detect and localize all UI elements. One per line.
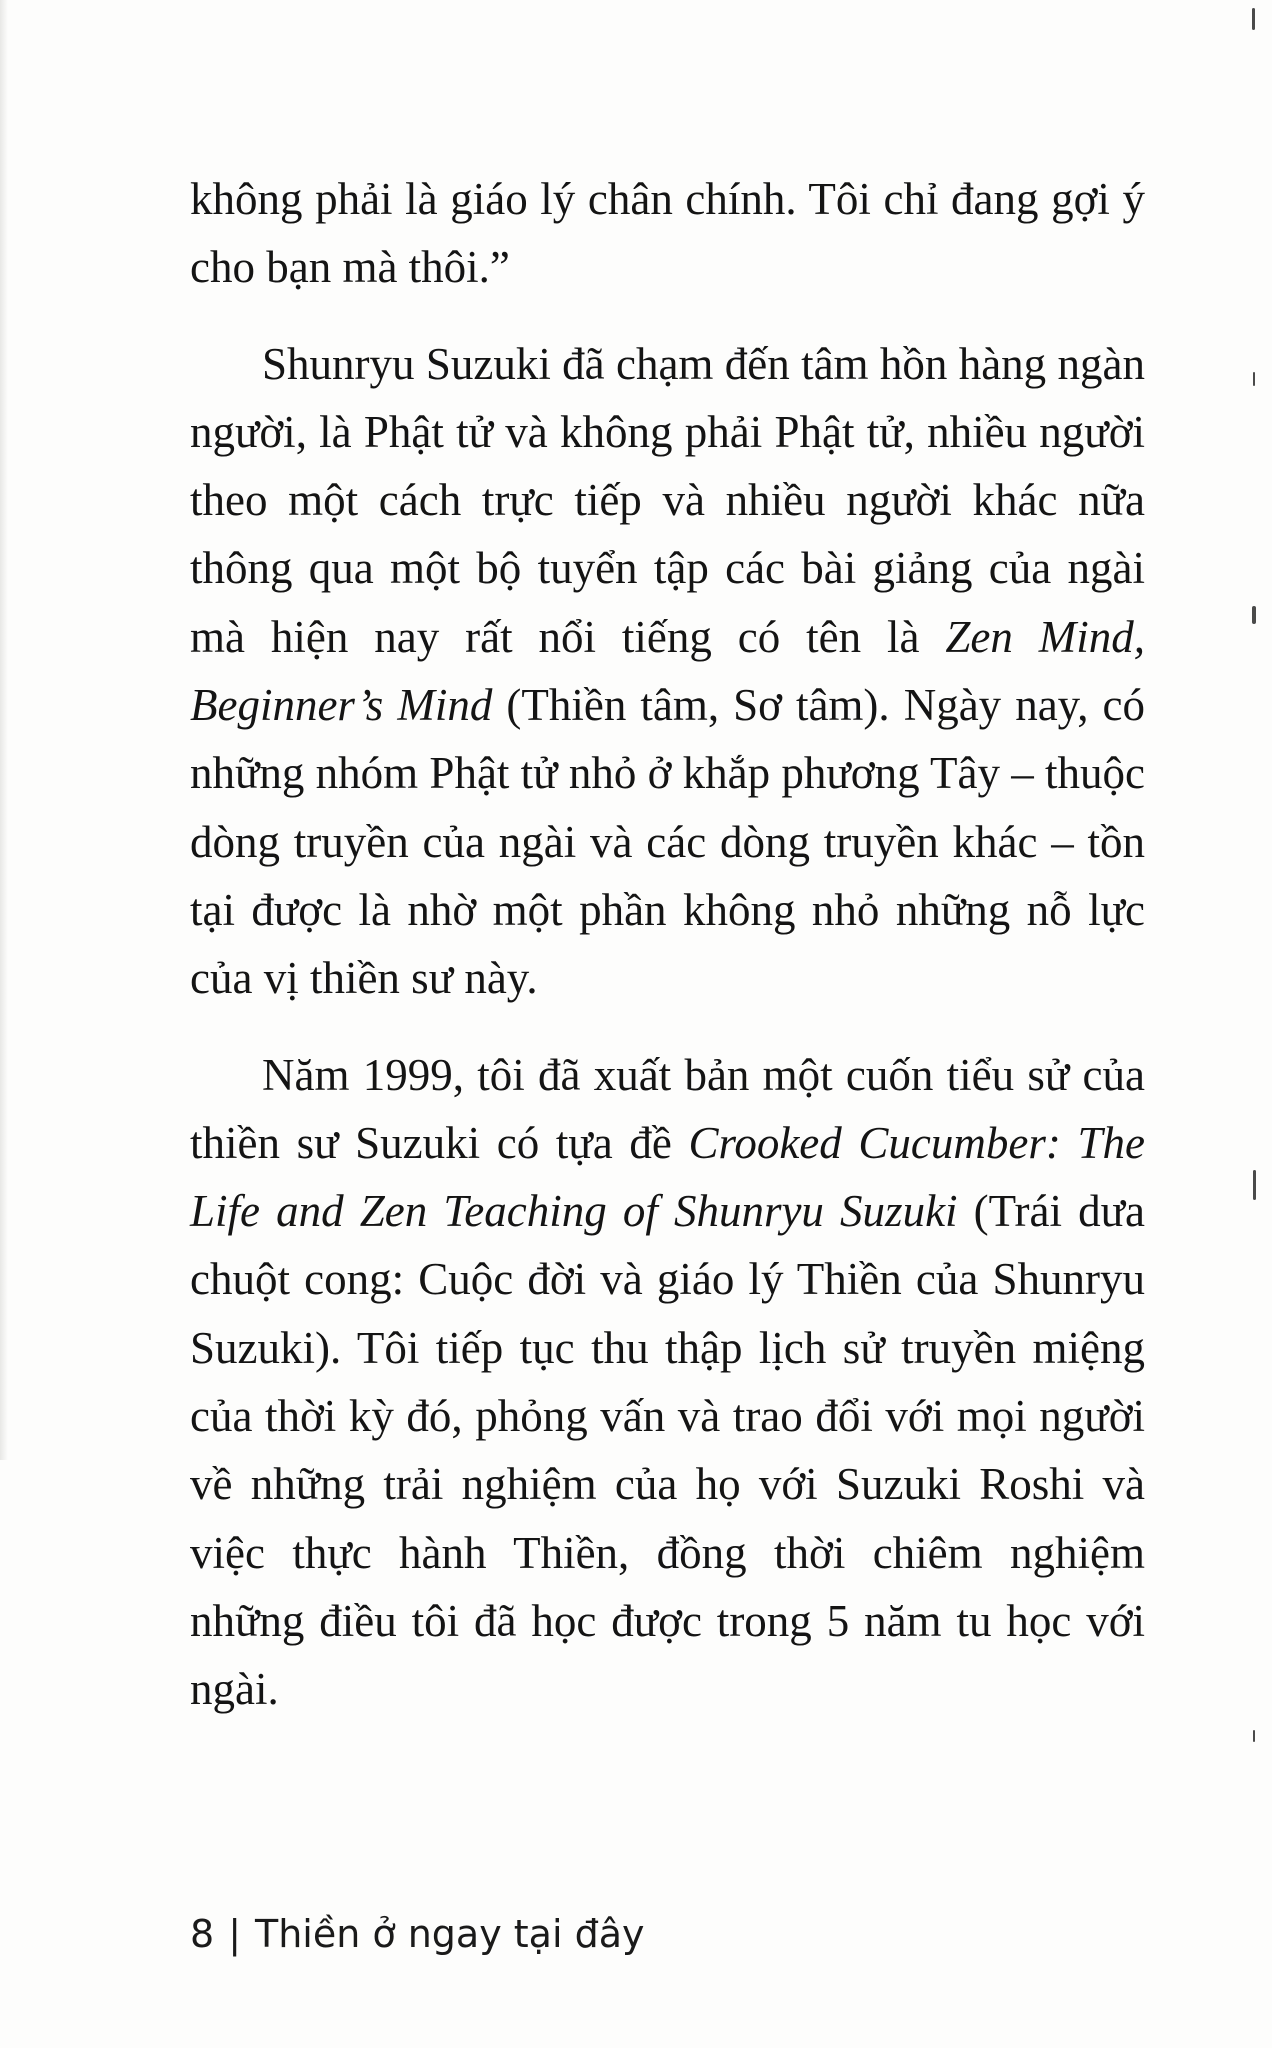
page-edge-shadow [0,0,8,1460]
book-title-crooked-cucumber: Crooked Cucumber: The Life and Zen Teaching of Shunryu Suzuki [190,1117,1145,1237]
page-footer [190,1912,645,1956]
book-title-zen-mind: Zen Mind, Beginner’s Mind [190,611,1145,731]
paragraph-3 [190,1041,1145,1724]
scan-mark [1253,372,1255,386]
paragraph-1-text: không phải là giáo lý chân chính. Tôi chỉ đang gợi ý cho bạn mà thôi.” [190,174,1145,293]
scan-mark [1252,8,1255,30]
body-text [190,165,1145,1724]
running-title: Thiền ở ngay tại đây [255,1912,645,1956]
paragraph-2 [190,330,1145,1013]
paragraph-2-text-b: (Thiền tâm, Sơ tâm). Ngày nay, có những nhóm Phật tử nhỏ ở khắp phương Tây – thuộc dòng truyền của ngài và các dòng truyền khác – tồn tại được là nhờ một phần không nhỏ những nỗ lực của vị thiền sư này. [190,680,1145,1004]
scan-mark [1253,1730,1255,1742]
paragraph-1 [190,165,1145,302]
paragraph-3-text-a: Năm 1999, tôi đã xuất bản một cuốn tiểu sử của thiền sư Suzuki có tựa đề [190,1049,1145,1168]
paragraph-3-text-b: (Trái dưa chuột cong: Cuộc đời và giáo lý Thiền của Shunryu Suzuki). Tôi tiếp tục thu thập lịch sử truyền miệng của thời kỳ đó, phỏng vấn và trao đổi với mọi người về những trải nghiệm của họ với Suzuki Roshi và việc thực hành Thiền, đồng thời chiêm nghiệm những điều tôi đã học được trong 5 năm tu học với ngài. [190,1186,1145,1715]
page-number: 8 [190,1912,215,1956]
scan-mark [1253,1170,1256,1200]
scan-mark [1252,606,1256,624]
paragraph-2-text-a: Shunryu Suzuki đã chạm đến tâm hồn hàng ngàn người, là Phật tử và không phải Phật tử, nhiều người theo một cách trực tiếp và nhiều người khác nữa thông qua một bộ tuyển tập các bài giảng của ngài mà hiện nay rất nổi tiếng có tên là [190,338,1145,662]
footer-separator: | [228,1912,241,1956]
